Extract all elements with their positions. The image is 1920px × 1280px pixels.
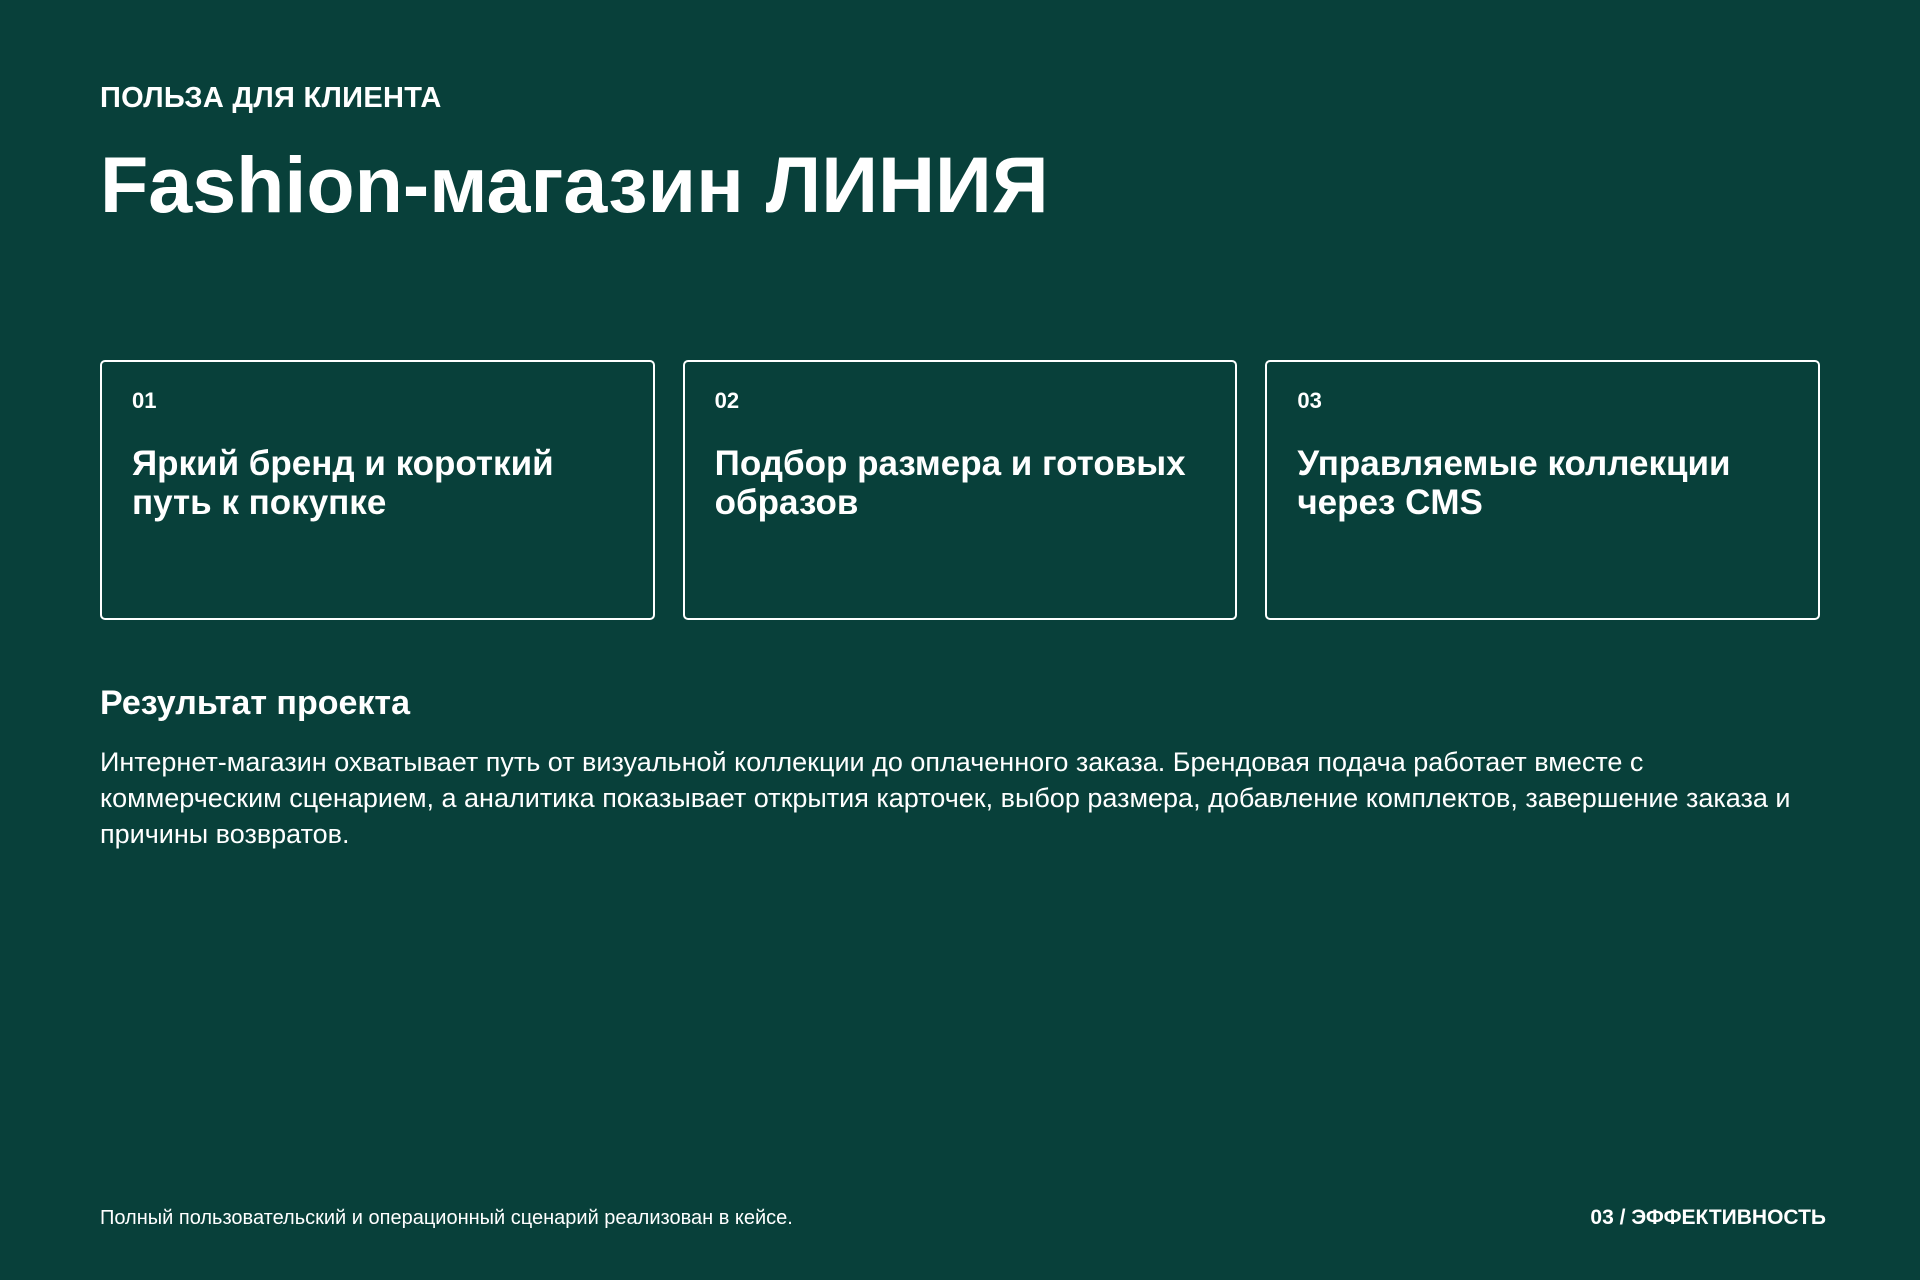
card-title: Яркий бренд и короткий путь к покупке <box>132 444 554 523</box>
card-number: 01 <box>132 388 157 413</box>
benefit-card-2 <box>683 360 1238 620</box>
benefit-card-3 <box>1265 360 1820 620</box>
card-number: 02 <box>714 388 740 413</box>
result-text: Интернет-магазин охватывает путь от визуальной коллекции до оплаченного заказа. Брендовая подача работает вместе с коммерческим сценарием, а аналитика показывает открытия карточек, выбор размера, добавление комплектов, завершение заказа и причины возвратов. <box>100 747 1791 849</box>
footer-note: Полный пользовательский и операционный сценарий реализован в кейсе. <box>100 1207 793 1229</box>
result-heading: Результат проекта <box>100 684 410 722</box>
section-eyebrow: ПОЛЬЗА ДЛЯ КЛИЕНТА <box>100 82 442 114</box>
page-title: Fashion-магазин ЛИНИЯ <box>100 140 1049 229</box>
card-title: Подбор размера и готовых образов <box>714 444 1186 523</box>
page-indicator: 03 / ЭФФЕКТИВНОСТЬ <box>1590 1206 1826 1229</box>
benefit-cards <box>100 360 1820 620</box>
card-title: Управляемые коллекции через CMS <box>1297 444 1731 523</box>
card-number: 03 <box>1297 388 1322 413</box>
benefit-card-1 <box>100 360 655 620</box>
